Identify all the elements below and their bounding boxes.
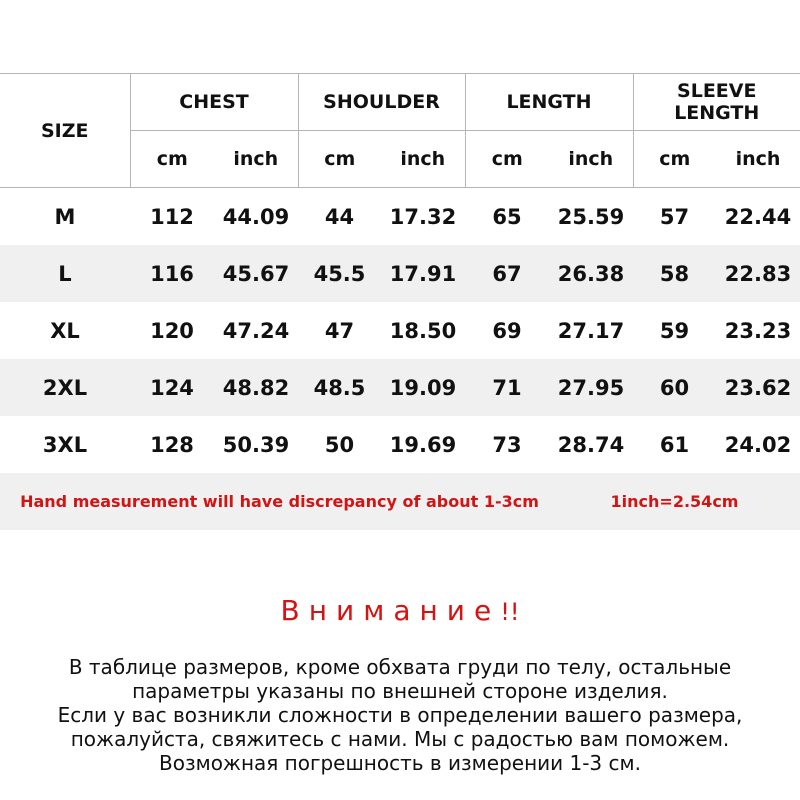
size-cell: XL xyxy=(0,302,130,359)
sleeve-cm-cell: 59 xyxy=(633,302,716,359)
chest-inch-cell: 48.82 xyxy=(214,359,298,416)
size-cell: 2XL xyxy=(0,359,130,416)
attention-heading xyxy=(0,594,800,627)
chest-header: CHEST xyxy=(130,74,298,131)
size-cell: L xyxy=(0,245,130,302)
sleeve-cm-cell: 61 xyxy=(633,416,716,473)
shoulder-cm-cell: 44 xyxy=(298,188,381,246)
notice-line: Если у вас возникли сложности в определении вашего размера, xyxy=(57,703,743,727)
unit-cm-header: cm xyxy=(130,131,214,188)
sleeve-cm-cell: 58 xyxy=(633,245,716,302)
chest-cm-cell: 116 xyxy=(130,245,214,302)
measurement-note-row xyxy=(0,473,800,530)
chest-cm-cell: 128 xyxy=(130,416,214,473)
length-inch-cell: 28.74 xyxy=(549,416,633,473)
sleeve-inch-cell: 23.62 xyxy=(716,359,800,416)
chest-inch-cell: 44.09 xyxy=(214,188,298,246)
length-inch-cell: 27.17 xyxy=(549,302,633,359)
conversion-note: 1inch=2.54cm xyxy=(549,473,800,530)
header-row-groups xyxy=(0,74,800,131)
shoulder-inch-cell: 17.32 xyxy=(381,188,465,246)
chest-cm-cell: 124 xyxy=(130,359,214,416)
size-cell: 3XL xyxy=(0,416,130,473)
shoulder-header: SHOULDER xyxy=(298,74,465,131)
length-cm-cell: 73 xyxy=(465,416,549,473)
sleeve-inch-cell: 22.44 xyxy=(716,188,800,246)
unit-inch-header: inch xyxy=(716,131,800,188)
shoulder-cm-cell: 50 xyxy=(298,416,381,473)
notice-line: параметры указаны по внешней стороне изделия. xyxy=(132,679,668,703)
unit-cm-header: cm xyxy=(465,131,549,188)
shoulder-inch-cell: 19.09 xyxy=(381,359,465,416)
sleeve-inch-cell: 22.83 xyxy=(716,245,800,302)
unit-cm-header: cm xyxy=(298,131,381,188)
notice-line: Возможная погрешность в измерении 1-3 см. xyxy=(159,751,641,775)
notice-line: пожалуйста, свяжитесь с нами. Мы с радостью вам поможем. xyxy=(70,727,730,751)
attention-marks: !! xyxy=(500,598,520,626)
table-row xyxy=(0,188,800,246)
unit-inch-header: inch xyxy=(381,131,465,188)
table-row xyxy=(0,416,800,473)
chest-cm-cell: 120 xyxy=(130,302,214,359)
chest-cm-cell: 112 xyxy=(130,188,214,246)
sleeve-inch-cell: 24.02 xyxy=(716,416,800,473)
attention-title: Внимание xyxy=(280,594,501,627)
size-cell: M xyxy=(0,188,130,246)
shoulder-inch-cell: 18.50 xyxy=(381,302,465,359)
chest-inch-cell: 45.67 xyxy=(214,245,298,302)
length-inch-cell: 26.38 xyxy=(549,245,633,302)
sleeve-cm-cell: 60 xyxy=(633,359,716,416)
notice-line: В таблице размеров, кроме обхвата груди по телу, остальные xyxy=(68,655,732,679)
length-cm-cell: 71 xyxy=(465,359,549,416)
table-row xyxy=(0,302,800,359)
length-inch-cell: 25.59 xyxy=(549,188,633,246)
chest-inch-cell: 47.24 xyxy=(214,302,298,359)
sleeve-cm-cell: 57 xyxy=(633,188,716,246)
discrepancy-note: Hand measurement will have discrepancy of about 1-3cm xyxy=(0,473,549,530)
unit-cm-header: cm xyxy=(633,131,716,188)
length-cm-cell: 69 xyxy=(465,302,549,359)
table-row xyxy=(0,245,800,302)
unit-inch-header: inch xyxy=(549,131,633,188)
shoulder-inch-cell: 19.69 xyxy=(381,416,465,473)
shoulder-cm-cell: 48.5 xyxy=(298,359,381,416)
shoulder-cm-cell: 45.5 xyxy=(298,245,381,302)
unit-inch-header: inch xyxy=(214,131,298,188)
shoulder-inch-cell: 17.91 xyxy=(381,245,465,302)
length-header: LENGTH xyxy=(465,74,633,131)
chest-inch-cell: 50.39 xyxy=(214,416,298,473)
size-chart-table xyxy=(0,73,800,530)
length-cm-cell: 67 xyxy=(465,245,549,302)
notice-paragraph xyxy=(0,655,800,775)
size-header: SIZE xyxy=(0,74,130,188)
length-cm-cell: 65 xyxy=(465,188,549,246)
sleeve-length-header: SLEEVE LENGTH xyxy=(633,74,800,131)
length-inch-cell: 27.95 xyxy=(549,359,633,416)
shoulder-cm-cell: 47 xyxy=(298,302,381,359)
table-row xyxy=(0,359,800,416)
sleeve-inch-cell: 23.23 xyxy=(716,302,800,359)
